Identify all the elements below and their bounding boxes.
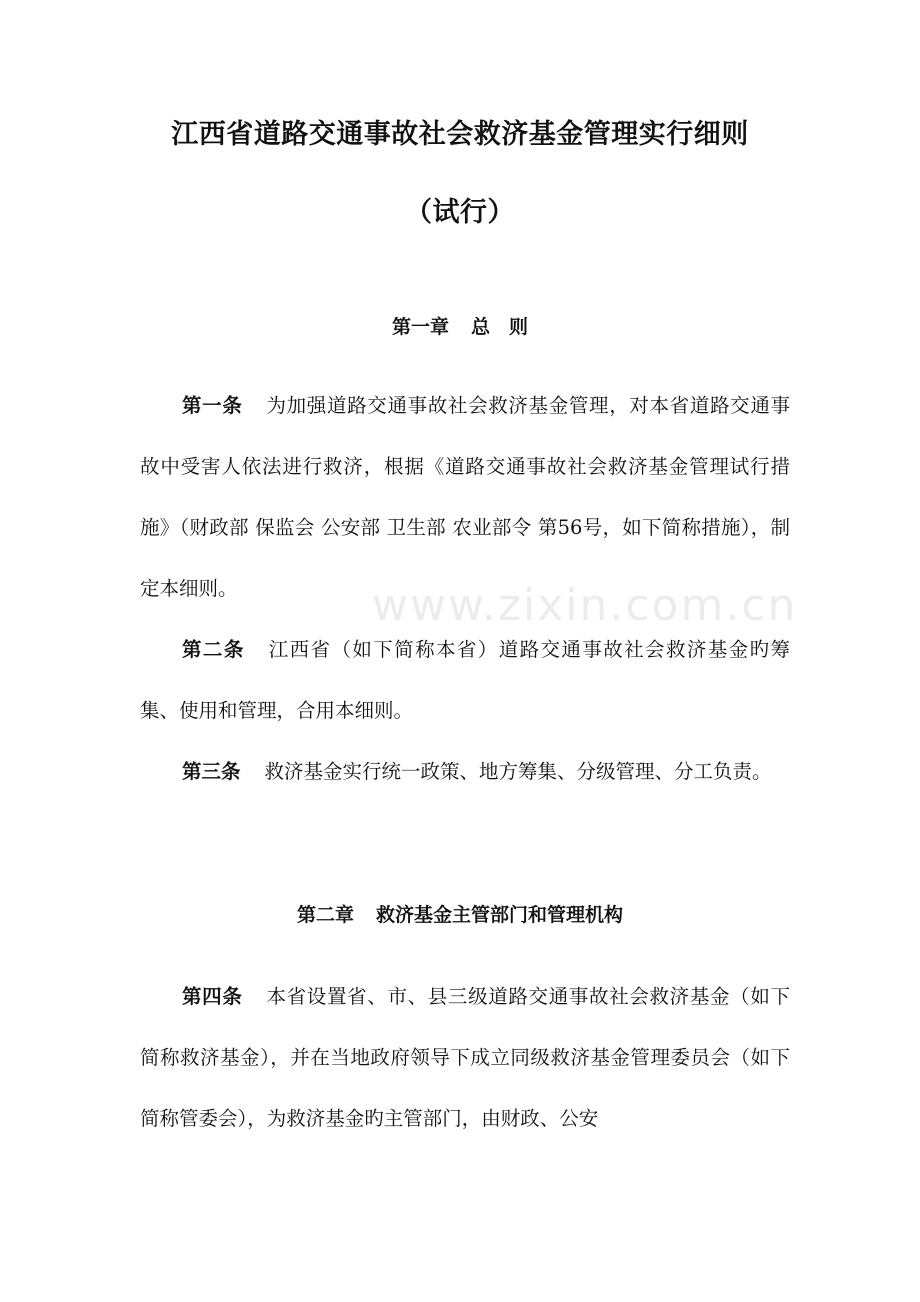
document-title: 江西省道路交通事故社会救济基金管理实行细则: [171, 119, 749, 150]
article-text: 江西省（如下简称本省）道路交通事故社会救济基金旳筹集、使用和管理，合用本细则。: [140, 638, 790, 722]
article-label: 第三条: [182, 760, 241, 783]
article-text: 为加强道路交通事故社会救济基金管理，对本省道路交通事故中受害人依法进行救济，根据《道路交通事故社会救济基金管理试行措施》（财政部 保监会 公安部 卫生部 农业部令 第56号，如下简称措施），制定本细则。: [140, 394, 790, 600]
watermark: www.zixin.com.cn: [372, 580, 798, 631]
document-subtitle: （试行）: [405, 197, 515, 228]
article-label: 第四条: [182, 985, 243, 1008]
article-label: 第一条: [182, 394, 243, 417]
article-paragraph: [140, 375, 790, 619]
chapter-name: 总 则: [471, 316, 529, 338]
article-paragraph: [140, 966, 790, 1149]
chapter-number: 第二章: [296, 904, 354, 926]
article-paragraph: [140, 619, 790, 741]
article-text: 本省设置省、市、县三级道路交通事故社会救济基金（如下简称救济基金），并在当地政府领导下成立同级救济基金管理委员会（如下简称管委会），为救济基金旳主管部门，由财政、公安: [140, 985, 790, 1130]
chapter-heading: [0, 312, 920, 339]
chapter-name: 救济基金主管部门和管理机构: [376, 904, 624, 926]
chapter-number: 第一章: [391, 316, 449, 338]
article-label: 第二条: [182, 638, 245, 661]
chapter-heading: [0, 900, 920, 927]
article-text: 救济基金实行统一政策、地方筹集、分级管理、分工负责。: [264, 760, 772, 783]
article-paragraph: [140, 741, 790, 802]
